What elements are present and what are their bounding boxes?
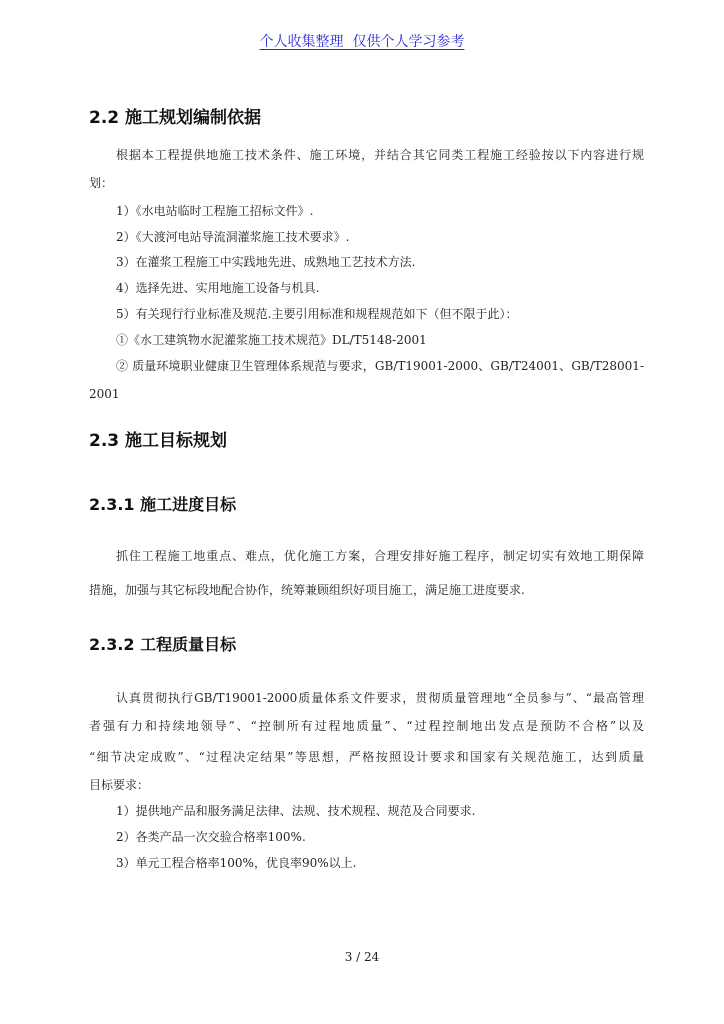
list-item: 1）提供地产品和服务满足法律、法规、技术规程、规范及合同要求. (116, 804, 476, 818)
paragraph-line: 划： (89, 176, 114, 190)
list-item: 2）《大渡河电站导流洞灌浆施工技术要求》. (116, 230, 350, 244)
paragraph-line: 根据本工程提供地施工技术条件、施工环境，并结合其它同类工程施工经验按以下内容进行规 (116, 148, 644, 162)
list-item: 2）各类产品一次交验合格率100%. (116, 830, 306, 844)
section-heading-2-2: 2.2 施工规划编制依据 (89, 108, 262, 128)
section-heading-2-3: 2.3 施工目标规划 (89, 431, 228, 451)
standard-item: ①《水工建筑物水泥灌浆施工技术规范》DL/T5148-2001 (116, 333, 427, 347)
standard-item: ② 质量环境职业健康卫生管理体系规范与要求，GB/T19001-2000、GB/T24001、GB/T28001- (116, 359, 644, 373)
list-item: 5）有关现行行业标准及规范.主要引用标准和规程规范如下（但不限于此）： (116, 307, 518, 321)
paragraph-line: 认真贯彻执行GB/T19001-2000质量体系文件要求，贯彻质量管理地“全员参与”、“最高管理 (116, 691, 644, 705)
page-number: 3 / 24 (344, 950, 380, 964)
paragraph-line: 措施，加强与其它标段地配合协作，统筹兼顾组织好项目施工，满足施工进度要求. (89, 583, 525, 597)
paragraph-line: 者强有力和持续地领导”、“控制所有过程地质量”、“过程控制地出发点是预防不合格”以及 (89, 719, 644, 733)
page-header: 个人收集整理 仅供个人学习参考 (259, 34, 465, 50)
paragraph-line: 目标要求： (89, 778, 150, 792)
standard-item-continuation: 2001 (89, 387, 120, 401)
list-item: 1）《水电站临时工程施工招标文件》. (116, 204, 314, 218)
list-item: 3）在灌浆工程施工中实践地先进、成熟地工艺技术方法. (116, 255, 416, 269)
list-item: 4）选择先进、实用地施工设备与机具. (116, 281, 320, 295)
section-heading-2-3-2: 2.3.2 工程质量目标 (89, 635, 237, 654)
paragraph-line: 抓住工程施工地重点、难点，优化施工方案，合理安排好施工程序，制定切实有效地工期保障 (116, 549, 644, 563)
section-heading-2-3-1: 2.3.1 施工进度目标 (89, 495, 237, 514)
list-item: 3）单元工程合格率100%，优良率90%以上. (116, 856, 357, 870)
paragraph-line: “细节决定成败”、“过程决定结果”等思想，严格按照设计要求和国家有关规范施工，达到质量 (89, 750, 644, 764)
